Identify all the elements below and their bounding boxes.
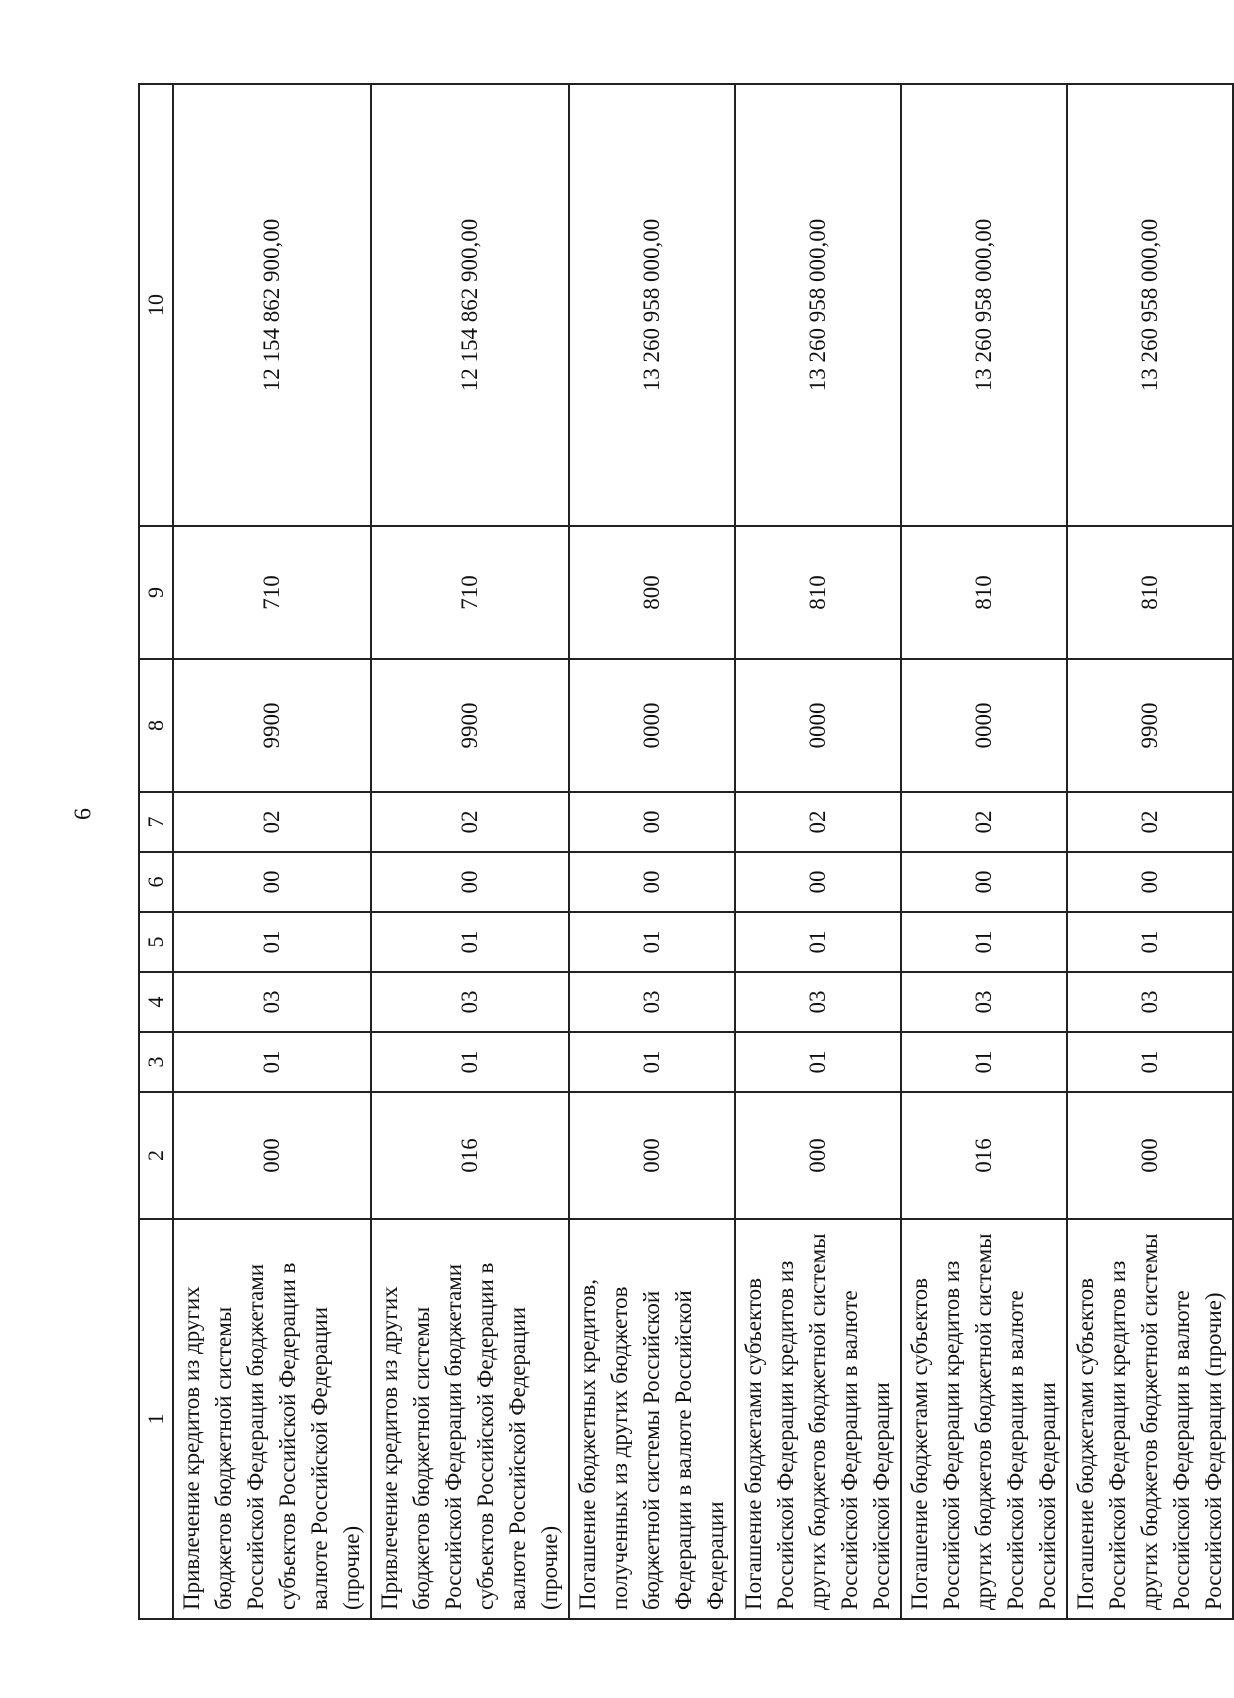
cell-code: 02 (901, 792, 1067, 852)
column-header: 6 (139, 852, 173, 912)
cell-code: 000 (735, 1092, 901, 1219)
cell-code: 810 (901, 526, 1067, 659)
cell-code: 00 (371, 852, 569, 912)
cell-code: 02 (1067, 792, 1233, 852)
header-row (139, 84, 173, 1619)
cell-code: 01 (901, 1032, 1067, 1092)
cell-code: 00 (735, 852, 901, 912)
cell-code: 01 (371, 912, 569, 972)
cell-code: 01 (371, 1032, 569, 1092)
table-row (569, 84, 735, 1619)
cell-code: 810 (1067, 526, 1233, 659)
column-header: 8 (139, 659, 173, 792)
cell-code: 03 (569, 972, 735, 1032)
cell-code: 03 (371, 972, 569, 1032)
cell-amount: 12 154 862 900,00 (371, 84, 569, 526)
column-header: 1 (139, 1219, 173, 1619)
row-description: Привлечение кредитов из других бюджетов бюджетной системы Российской Федерации бюджетами субъектов Российской Федерации в валюте Российской Федерации (прочие) (371, 1219, 569, 1619)
cell-code: 0000 (569, 659, 735, 792)
table-row (173, 84, 371, 1619)
cell-code: 000 (173, 1092, 371, 1219)
cell-code: 03 (173, 972, 371, 1032)
cell-amount: 13 260 958 000,00 (901, 84, 1067, 526)
row-description: Погашение бюджетами субъектов Российской Федерации кредитов из других бюджетов бюджетной системы Российской Федерации в валюте Российской Федерации (прочие) (1067, 1219, 1233, 1619)
cell-code: 016 (901, 1092, 1067, 1219)
table-row (371, 84, 569, 1619)
cell-code: 01 (901, 912, 1067, 972)
column-header: 7 (139, 792, 173, 852)
cell-code: 00 (569, 852, 735, 912)
row-description: Погашение бюджетных кредитов, полученных из других бюджетов бюджетной системы Российской Федерации в валюте Российской Федерации (569, 1219, 735, 1619)
cell-code: 01 (569, 1032, 735, 1092)
cell-code: 02 (371, 792, 569, 852)
column-header: 4 (139, 972, 173, 1032)
cell-amount: 13 260 958 000,00 (569, 84, 735, 526)
cell-code: 000 (569, 1092, 735, 1219)
cell-code: 00 (569, 792, 735, 852)
cell-code: 9900 (371, 659, 569, 792)
cell-code: 00 (173, 852, 371, 912)
budget-table-container (138, 85, 1226, 1620)
column-header: 10 (139, 84, 173, 526)
cell-code: 03 (1067, 972, 1233, 1032)
cell-amount: 12 154 862 900,00 (173, 84, 371, 526)
cell-code: 01 (735, 1032, 901, 1092)
cell-amount: 13 260 958 000,00 (1067, 84, 1233, 526)
cell-code: 01 (173, 912, 371, 972)
cell-code: 710 (371, 526, 569, 659)
page-number: 6 (70, 808, 97, 820)
cell-code: 01 (1067, 1032, 1233, 1092)
column-header: 9 (139, 526, 173, 659)
column-header: 5 (139, 912, 173, 972)
column-header: 2 (139, 1092, 173, 1219)
cell-code: 016 (371, 1092, 569, 1219)
cell-code: 00 (1067, 852, 1233, 912)
cell-code: 01 (569, 912, 735, 972)
cell-code: 02 (735, 792, 901, 852)
cell-code: 810 (735, 526, 901, 659)
cell-code: 01 (173, 1032, 371, 1092)
cell-code: 01 (1067, 912, 1233, 972)
table-row (1067, 84, 1233, 1619)
cell-code: 0000 (901, 659, 1067, 792)
table-row (901, 84, 1067, 1619)
cell-code: 9900 (173, 659, 371, 792)
cell-code: 710 (173, 526, 371, 659)
budget-credits-table (138, 83, 1234, 1620)
cell-code: 02 (173, 792, 371, 852)
row-description: Погашение бюджетами субъектов Российской Федерации кредитов из других бюджетов бюджетной системы Российской Федерации в валюте Российской Федерации (735, 1219, 901, 1619)
cell-code: 9900 (1067, 659, 1233, 792)
cell-code: 03 (901, 972, 1067, 1032)
column-header: 3 (139, 1032, 173, 1092)
cell-code: 800 (569, 526, 735, 659)
cell-amount: 13 260 958 000,00 (735, 84, 901, 526)
row-description: Погашение бюджетами субъектов Российской Федерации кредитов из других бюджетов бюджетной системы Российской Федерации в валюте Российской Федерации (901, 1219, 1067, 1619)
cell-code: 01 (735, 912, 901, 972)
cell-code: 03 (735, 972, 901, 1032)
table-row (735, 84, 901, 1619)
cell-code: 0000 (735, 659, 901, 792)
cell-code: 00 (901, 852, 1067, 912)
cell-code: 000 (1067, 1092, 1233, 1219)
row-description: Привлечение кредитов из других бюджетов бюджетной системы Российской Федерации бюджетами субъектов Российской Федерации в валюте Российской Федерации (прочие) (173, 1219, 371, 1619)
